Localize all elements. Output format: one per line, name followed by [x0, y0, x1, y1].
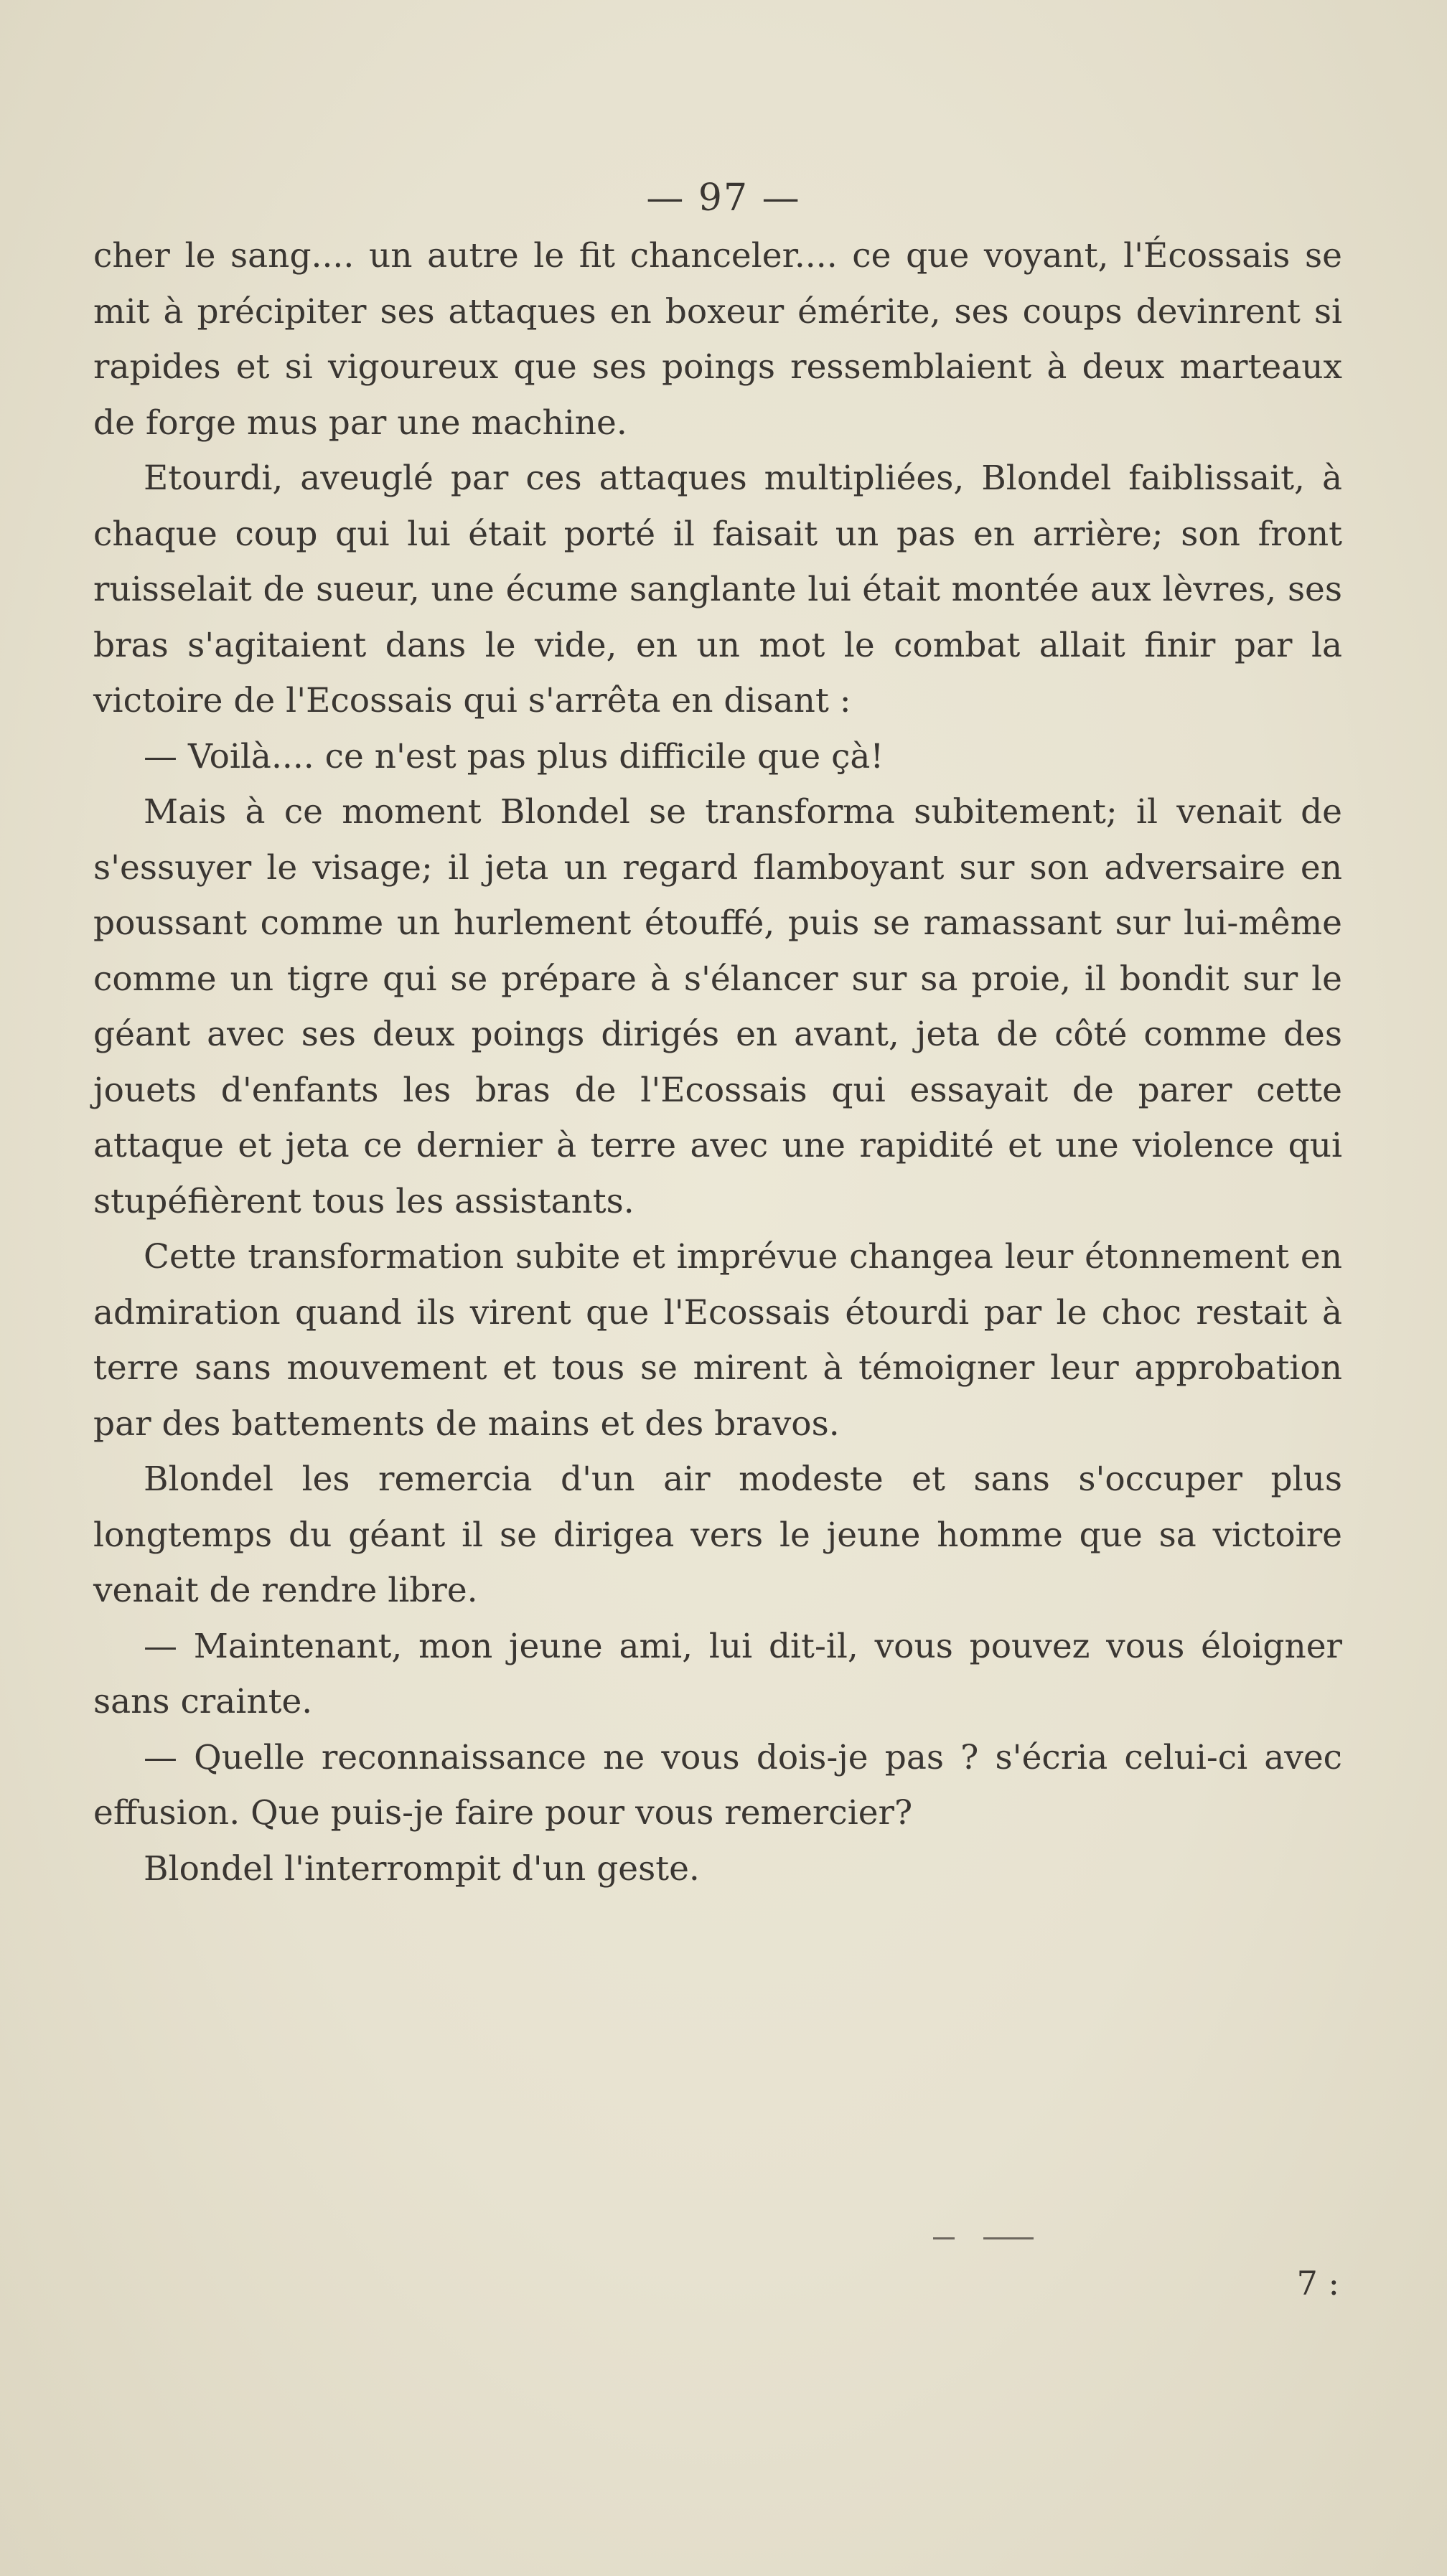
- body-text: [93, 228, 1342, 1896]
- paragraph: — Maintenant, mon jeune ami, lui dit-il, vous pouvez vous éloigner sans crainte.: [93, 1626, 1342, 1721]
- signature-mark: 7 :: [1296, 2264, 1339, 2303]
- paragraph: cher le sang.... un autre le fit chanceler.... ce que voyant, l'Écossais se mit à précipiter ses attaques en boxeur émérite, ses coups devinrent si rapides et si vigoureux que ses poings ressemblaient à deux marteaux de forge mus par une machine.: [93, 236, 1342, 443]
- printer-rule-marks: [933, 2232, 1091, 2246]
- paragraph: — Voilà.... ce n'est pas plus difficile que çà!: [144, 736, 884, 776]
- paragraph: Blondel les remercia d'un air modeste et sans s'occuper plus longtemps du géant il se dirigea vers le jeune homme que sa victoire venait de rendre libre.: [93, 1459, 1342, 1610]
- paragraph: Etourdi, aveuglé par ces attaques multipliées, Blondel faiblissait, à chaque coup qui lui était porté il faisait un pas en arrière; son front ruisselait de sueur, une écume sanglante lui était montée aux lèvres, ses bras s'agitaient dans le vide, en un mot le combat allait finir par la victoire de l'Ecossais qui s'arrêta en disant :: [93, 459, 1342, 720]
- paragraph: Cette transformation subite et imprévue changea leur étonnement en admiration quand ils virent que l'Ecossais étourdi par le choc restait à terre sans mouvement et tous se mirent à témoigner leur approbation par des battements de mains et des bravos.: [93, 1237, 1342, 1444]
- paragraph: Blondel l'interrompit d'un geste.: [144, 1848, 700, 1889]
- paragraph: — Quelle reconnaissance ne vous dois-je pas ? s'écria celui-ci avec effusion. Que puis-je faire pour vous remercier?: [93, 1737, 1342, 1833]
- page-number: — 97 —: [646, 177, 801, 220]
- paragraph: Mais à ce moment Blondel se transforma subitement; il venait de s'essuyer le visage; il jeta un regard flamboyant sur son adversaire en poussant comme un hurlement étouffé, puis se ramassant sur lui-même comme un tigre qui se prépare à s'élancer sur sa proie, il bondit sur le géant avec ses deux poings dirigés en avant, jeta de côté comme des jouets d'enfants les bras de l'Ecossais qui essayait de parer cette attaque et jeta ce dernier à terre avec une rapidité et une violence qui stupéfièrent tous les assistants.: [93, 792, 1342, 1221]
